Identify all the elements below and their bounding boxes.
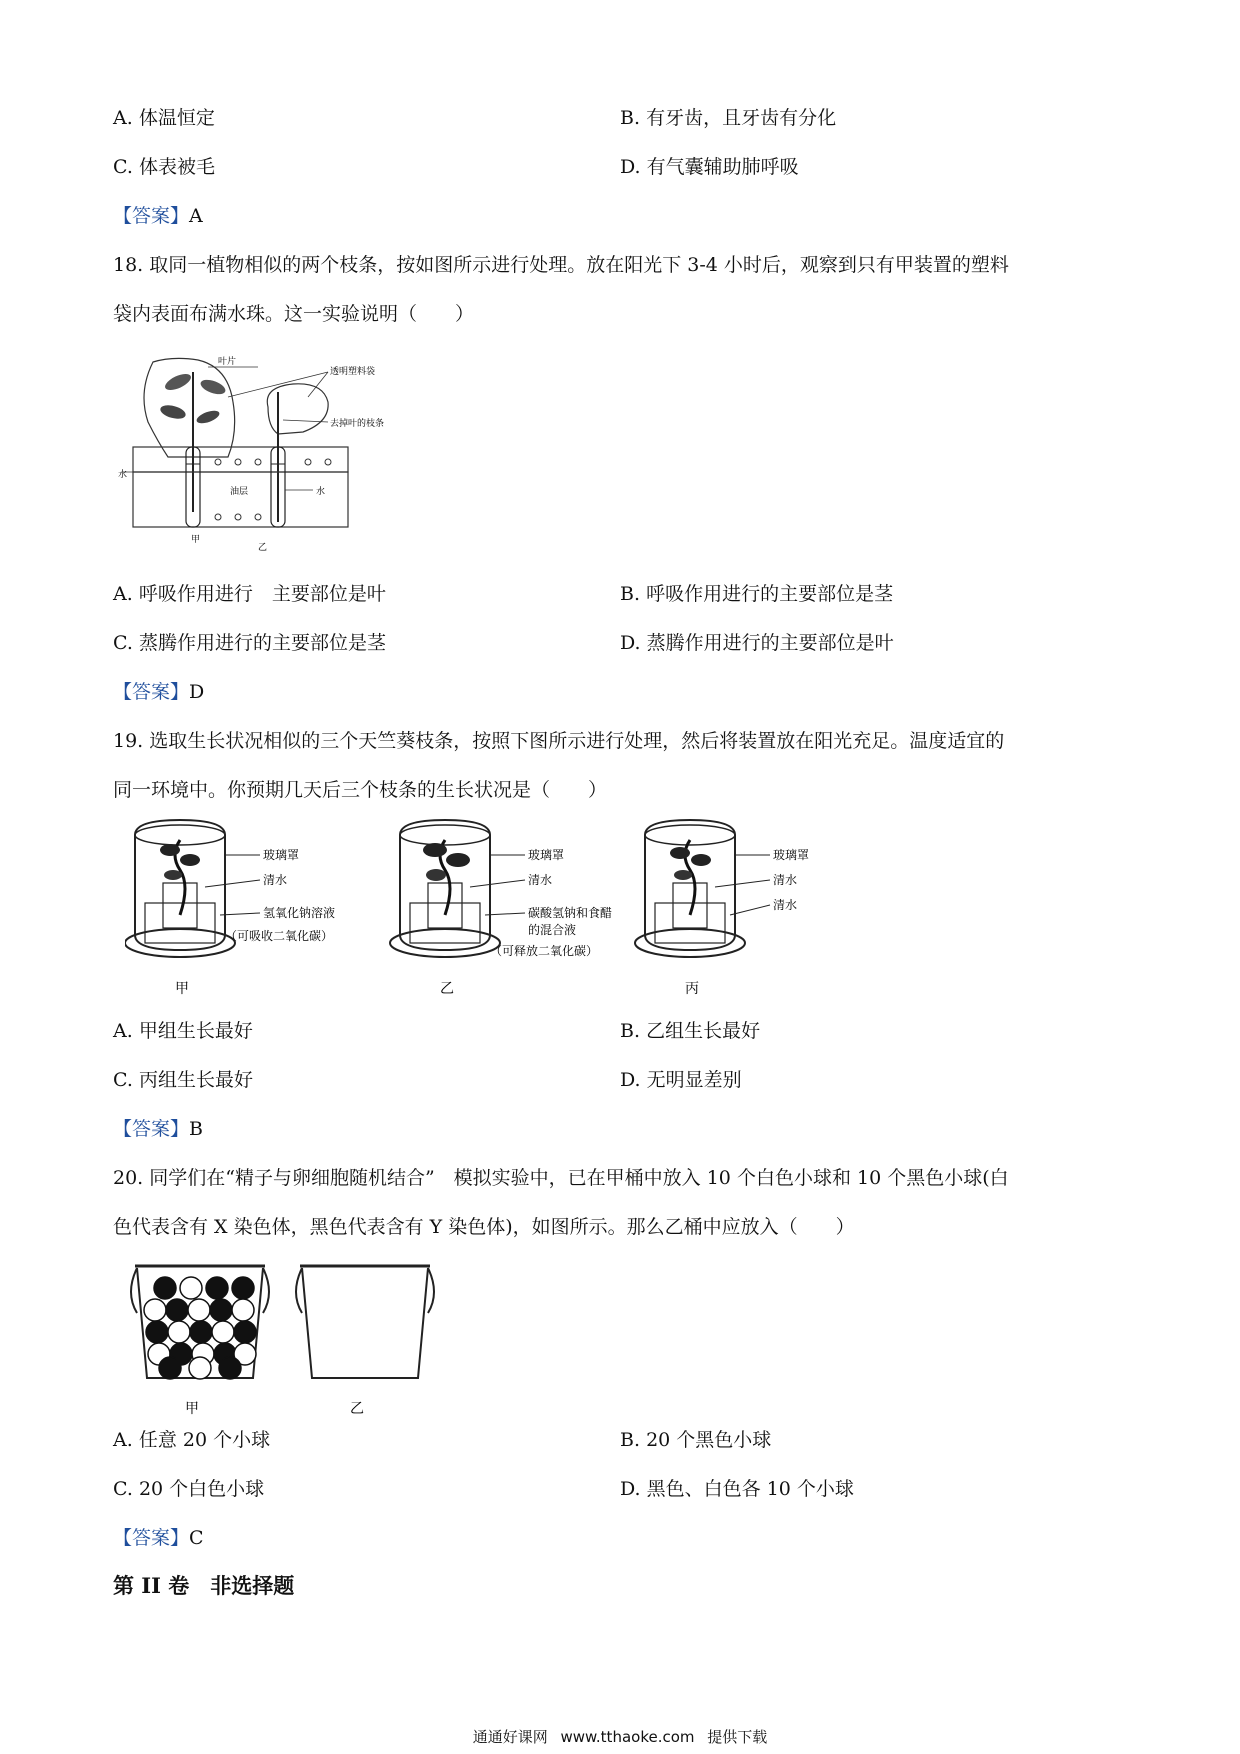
- ball-12: [212, 1321, 234, 1343]
- ball-19: [159, 1357, 181, 1379]
- q20-option-b: B. 20 个黑色小球: [620, 1429, 772, 1451]
- q18-option-c: C. 蒸腾作用进行的主要部位是茎: [113, 632, 386, 654]
- q20-stem-line2: 色代表含有 X 染色体，黑色代表含有 Y 染色体)，如图所示。那么乙桶中应放入（ ）: [113, 1216, 855, 1238]
- q18-label-water-left: 水: [118, 470, 128, 480]
- q20-answer: 【答案】C: [113, 1527, 204, 1549]
- q19-stem-line2: 同一环境中。你预期几天后三个枝条的生长状况是（ ）: [113, 779, 608, 801]
- q18-figure-svg: [118, 352, 418, 552]
- q19-stem-line1: 19. 选取生长状况相似的三个天竺葵枝条，按照下图所示进行处理，然后将装置放在阳光充足。温度适宜的: [113, 730, 1005, 752]
- ball-21: [219, 1357, 241, 1379]
- q19-jar1-label-1: 清水: [263, 873, 288, 887]
- footer-suffix: 提供下载: [707, 1728, 768, 1746]
- q19-jar3-label-2: 清水: [773, 898, 798, 912]
- q19-jar2-label-1: 清水: [528, 873, 553, 887]
- q19-jar-2: [390, 820, 612, 997]
- q19-option-a: A. 甲组生长最好: [113, 1020, 253, 1042]
- q18-label-stem: 去掉叶的枝条: [330, 419, 385, 429]
- q18-label-yi: 乙: [258, 543, 268, 552]
- q19-jar-1: [125, 820, 335, 997]
- q19-jar1-label-3: （可吸收二氧化碳）: [225, 929, 334, 943]
- q17-option-a: A. 体温恒定: [113, 107, 215, 129]
- ball-5: [166, 1299, 188, 1321]
- ball-1: [180, 1277, 202, 1299]
- q19-jar1-label-2: 氢氧化钠溶液: [263, 906, 336, 920]
- q20-stem-line1: 20. 同学们在“精子与卵细胞随机结合” 模拟实验中，已在甲桶中放入 10 个白色小球和 10 个黑色小球(白: [113, 1167, 1009, 1189]
- footer-url[interactable]: www.tthaoke.com: [560, 1728, 695, 1746]
- ball-4: [144, 1299, 166, 1321]
- q20-caption-jia: 甲: [185, 1401, 199, 1417]
- q19-jar3-label-0: 玻璃罩: [773, 848, 810, 862]
- ball-9: [146, 1321, 168, 1343]
- q19-jar1-label-0: 玻璃罩: [263, 848, 300, 862]
- ball-20: [189, 1357, 211, 1379]
- q20-caption-yi: 乙: [350, 1401, 364, 1417]
- q18-label-leaf: 叶片: [218, 357, 237, 367]
- q19-option-d: D. 无明显差别: [620, 1069, 742, 1091]
- footer-site-name: 通通好课网: [472, 1728, 548, 1746]
- q17-option-d: D. 有气囊辅助肺呼吸: [620, 156, 799, 178]
- q20-option-d: D. 黑色、白色各 10 个小球: [620, 1478, 854, 1500]
- q17-option-b: B. 有牙齿，且牙齿有分化: [620, 107, 837, 129]
- q18-stem-line1: 18. 取同一植物相似的两个枝条，按如图所示进行处理。放在阳光下 3-4 小时后，观察到只有甲装置的塑料: [113, 254, 1009, 276]
- q20-option-c: C. 20 个白色小球: [113, 1478, 265, 1500]
- q19-jar2-label-0: 玻璃罩: [528, 848, 565, 862]
- q18-label-water-right: 水: [316, 487, 326, 497]
- q20-figure-svg: [125, 1258, 445, 1418]
- q19-jar2-label-4: （可释放二氧化碳）: [490, 944, 599, 958]
- q17-answer: 【答案】A: [113, 205, 203, 227]
- ball-0: [154, 1277, 176, 1299]
- ball-10: [168, 1321, 190, 1343]
- ball-6: [188, 1299, 210, 1321]
- q18-answer: 【答案】D: [113, 681, 205, 703]
- page-footer: [0, 1726, 1240, 1747]
- q20-figure: [125, 1258, 445, 1418]
- section-title: 第 II 卷 非选择题: [113, 1573, 295, 1598]
- q18-option-b: B. 呼吸作用进行的主要部位是茎: [620, 583, 894, 605]
- q18-option-d: D. 蒸腾作用进行的主要部位是叶: [620, 632, 894, 654]
- q18-stem-line2: 袋内表面布满水珠。这一实验说明（ ）: [113, 303, 475, 325]
- q19-figure: [125, 815, 835, 1005]
- q18-option-a: A. 呼吸作用进行 主要部位是叶: [113, 583, 386, 605]
- q19-caption-jia: 甲: [175, 981, 189, 997]
- q18-label-bag: 透明塑料袋: [330, 367, 376, 377]
- q20-option-a: A. 任意 20 个小球: [113, 1429, 271, 1451]
- q19-jar2-label-3: 的混合液: [528, 923, 577, 937]
- q20-bucket-jia: [131, 1266, 269, 1417]
- q19-jar3-label-1: 清水: [773, 873, 798, 887]
- q19-figure-svg: [125, 815, 835, 1005]
- ball-2: [206, 1277, 228, 1299]
- ball-8: [232, 1299, 254, 1321]
- q19-option-c: C. 丙组生长最好: [113, 1069, 253, 1091]
- ball-3: [232, 1277, 254, 1299]
- q18-label-jia: 甲: [191, 535, 201, 545]
- q19-caption-bing: 丙: [685, 981, 699, 997]
- ball-13: [234, 1321, 256, 1343]
- q19-jar2-label-2: 碳酸氢钠和食醋: [528, 906, 613, 920]
- ball-11: [190, 1321, 212, 1343]
- q19-option-b: B. 乙组生长最好: [620, 1020, 761, 1042]
- q18-label-oil: 油层: [230, 487, 249, 497]
- q19-caption-yi: 乙: [440, 981, 454, 997]
- q20-bucket-yi: [296, 1266, 434, 1417]
- q18-figure: [118, 352, 418, 552]
- q19-jar-3: [635, 820, 809, 997]
- q19-answer: 【答案】B: [113, 1118, 203, 1140]
- ball-7: [210, 1299, 232, 1321]
- q17-option-c: C. 体表被毛: [113, 156, 215, 178]
